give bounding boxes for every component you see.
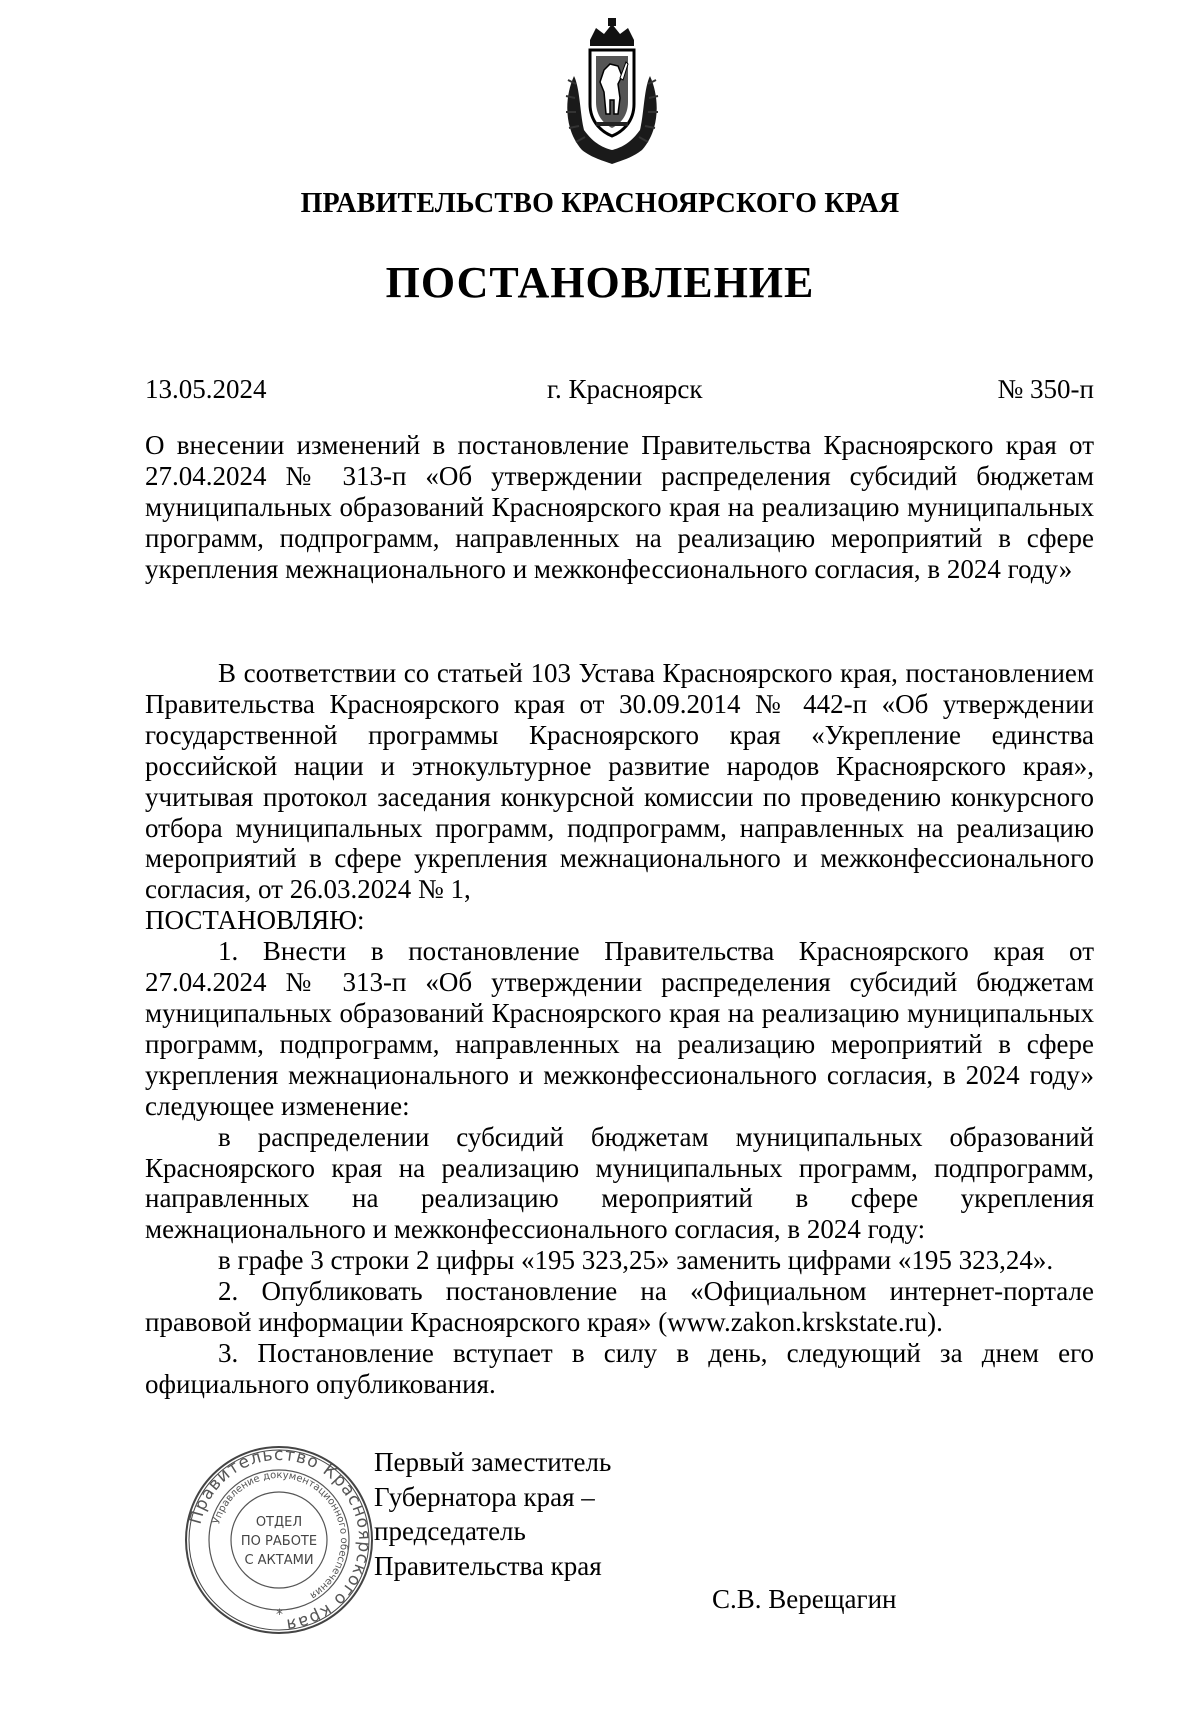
- coat-of-arms-icon: [560, 18, 664, 166]
- document-date: 13.05.2024: [145, 374, 267, 404]
- stamp-center-line-3: С АКТАМИ: [244, 1553, 314, 1568]
- item-2-paragraph: 2. Опубликовать постановление на «Официальном интернет-портале правовой информации Красноярского края» (www.zakon.krskstate.ru).: [145, 1276, 1094, 1338]
- item-1-change-paragraph: в графе 3 строки 2 цифры «195 323,25» заменить цифрами «195 323,24».: [218, 1245, 1054, 1276]
- organization-title: ПРАВИТЕЛЬСТВО КРАСНОЯРСКОГО КРАЯ: [300, 188, 900, 219]
- signature-position-line: Правительства края: [374, 1550, 602, 1581]
- stamp-inner-text: Управление документационного обеспечения: [211, 1469, 350, 1601]
- document-type-title: ПОСТАНОВЛЕНИЕ: [385, 258, 815, 307]
- official-stamp: [183, 1444, 375, 1636]
- stamp-center-line-1: ОТДЕЛ: [255, 1515, 303, 1530]
- subject-text: О внесении изменений в постановление Правительства Красноярского края от 27.04.2024 № 313-п «Об утверждении распределения субсидий бюджетам муниципальных образований Красноярского края на реализацию муниципальных программ, подпрограмм, направленных на реализацию мероприятий в сфере укрепления межнационального и межконфессионального согласия, в 2024 году»: [145, 430, 1094, 584]
- signature-position: [374, 1445, 611, 1583]
- signature-position-line: Первый заместитель: [374, 1447, 612, 1477]
- star-icon: *: [276, 1607, 283, 1623]
- stamp-outer-text: Правительство Красноярского края: [185, 1444, 375, 1635]
- preamble-paragraph: В соответствии со статьей 103 Устава Красноярского края, постановлением Правительства Красноярского края от 30.09.2014 № 442-п «Об утверждении государственной программы Красноярского края «Укрепление единства российской нации и этнокультурное развитие народов Красноярского края», учитывая протокол заседания конкурсной комиссии по проведению конкурсного отбора муниципальных программ, подпрограмм, направленных на реализацию мероприятий в сфере укрепления межнационального и межконфессионального согласия, от 26.03.2024 № 1,: [145, 658, 1094, 905]
- document-city: г. Красноярск: [547, 374, 703, 404]
- stamp-center-line-2: ПО РАБОТЕ: [240, 1534, 318, 1549]
- decree-word: ПОСТАНОВЛЯЮ:: [145, 905, 365, 936]
- document-number: № 350-п: [997, 374, 1094, 404]
- document-subject: [145, 430, 1094, 585]
- item-1-paragraph: 1. Внести в постановление Правительства Красноярского края от 27.04.2024 № 313-п «Об утверждении распределения субсидий бюджетам муниципальных образований Красноярского края на реализацию муниципальных программ, подпрограмм, направленных на реализацию мероприятий в сфере укрепления межнационального и межконфессионального согласия, в 2024 году» следующее изменение:: [145, 936, 1094, 1121]
- document-body: [145, 658, 1094, 1400]
- item-3-paragraph: 3. Постановление вступает в силу в день, следующий за днем его официального опубликования.: [145, 1337, 1094, 1399]
- signature-position-line: председатель: [374, 1516, 526, 1546]
- signer-name: С.В. Верещагин: [712, 1584, 897, 1614]
- item-1-subparagraph: в распределении субсидий бюджетам муниципальных образований Красноярского края на реализацию муниципальных программ, подпрограмм, направленных на реализацию мероприятий в сфере укрепления межнационального и межконфессионального согласия, в 2024 году:: [145, 1121, 1094, 1245]
- signature-position-line: Губернатора края –: [374, 1481, 595, 1512]
